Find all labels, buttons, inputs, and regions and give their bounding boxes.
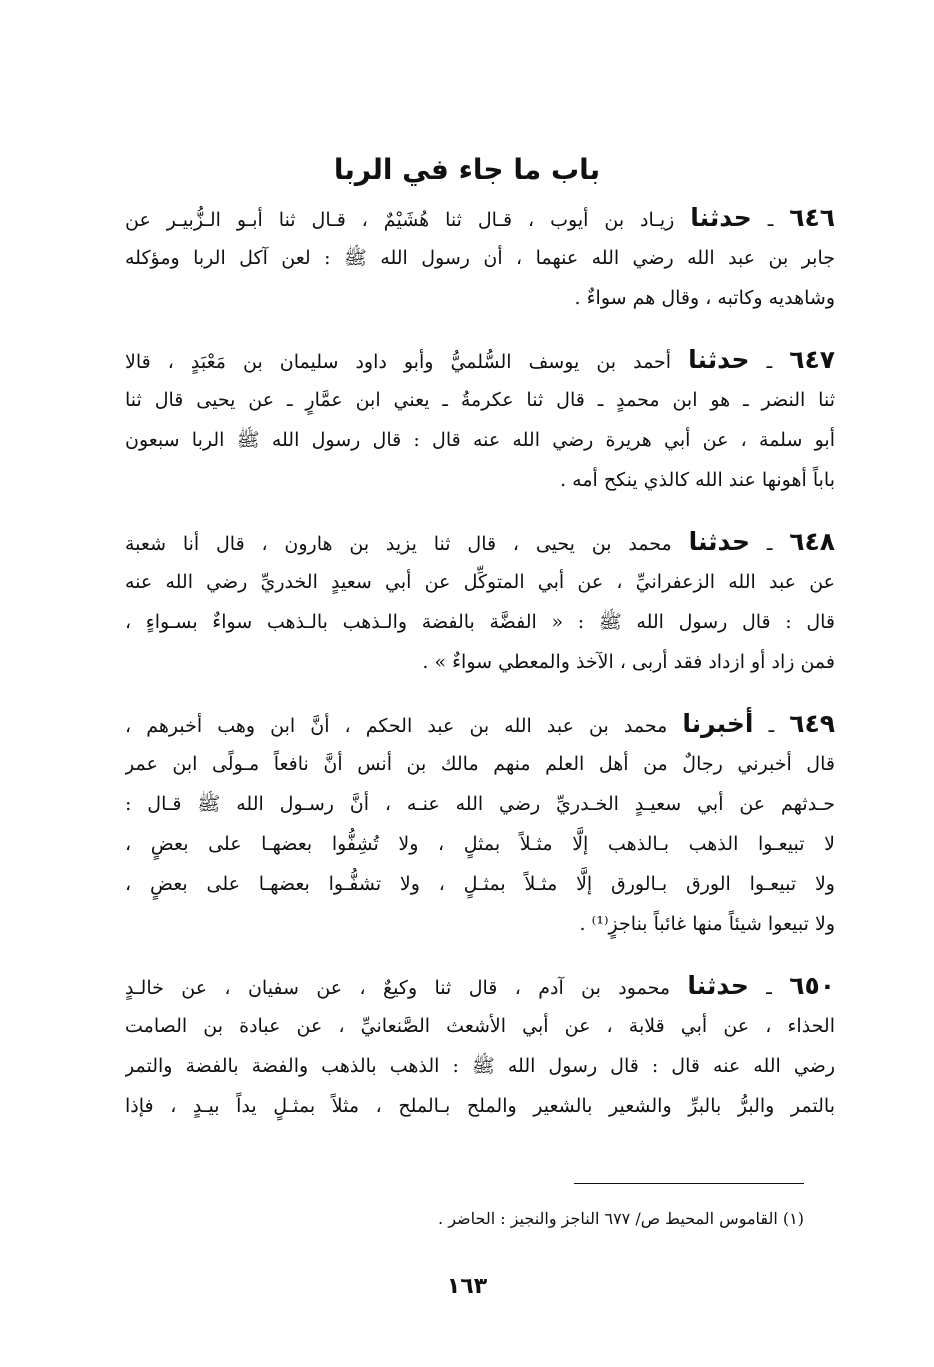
hadith-line: ٦٤٨ ـ حدثنا محمد بن يحيى ، قال ثنا يزيد بن هارون ، قال أنا شعبة <box>125 527 835 556</box>
hadith-line: ولا تبيعوا شيئاً منها غائباً بناجزٍ⁽¹⁾ . <box>579 913 835 935</box>
hadith-line: ٦٤٩ ـ أخبرنا محمد بن عبد الله بن عبد الحكم ، أنَّ ابن وهب أخبرهم ، <box>125 709 835 738</box>
hadith-line: بالتمر والبرُّ بالبرِّ والشعير بالشعير والملح بـالملح ، مثلاً بمثـلٍ يداً بيـدٍ ، فإذا <box>125 1095 835 1117</box>
hadith-line: أبو سلمة ، عن أبي هريرة رضي الله عنه قال : قال رسول الله ﷺ الربا سبعون <box>125 429 835 451</box>
hadith-line: رضي الله عنه قال : قال رسول الله ﷺ : الذهب بالذهب والفضة بالفضة والتمر <box>125 1055 835 1077</box>
hadith-number: ٦٥٠ <box>789 971 835 1000</box>
hadith-text: محمد بن يحيى ، قال ثنا يزيد بن هارون ، قال أنا شعبة <box>125 533 672 555</box>
hadith-line: باباً أهونها عند الله كالذي ينكح أمه . <box>560 469 835 491</box>
hadith-line: لا تبيعـوا الذهب بـالذهب إلَّا مثـلاً بمثلٍ ، ولا تُشِفُّوا بعضهـا على بعضٍ ، <box>125 833 835 855</box>
hadith-line: فمن زاد أو ازداد فقد أربى ، الآخذ والمعطي سواءٌ » . <box>422 651 835 673</box>
hadith-text: محمود بن آدم ، قال ثنا وكيعٌ ، عن سفيان ، عن خالـدٍ <box>125 977 671 999</box>
hadith-line: ولا تبيعـوا الورق بـالورق إلَّا مثـلاً بمثـلٍ ، ولا تشفُّـوا بعضهـا على بعضٍ ، <box>125 873 835 895</box>
hadith-number: ٦٤٨ <box>789 527 835 556</box>
page-number: ١٦٣ <box>446 1274 488 1299</box>
hadith-649 <box>125 704 835 944</box>
hadith-line: ٦٥٠ ـ حدثنا محمود بن آدم ، قال ثنا وكيعٌ ، عن سفيان ، عن خالـدٍ <box>125 971 835 1000</box>
hadith-number: ٦٤٧ <box>789 345 835 374</box>
hadith-line: وشاهديه وكاتبه ، وقال هم سواءٌ . <box>574 287 835 309</box>
hadith-text: أحمد بن يوسف السُّلميُّ وأبو داود سليمان بن مَعْبَدٍ ، قالا <box>125 351 672 373</box>
narration-lead: حدثنا <box>690 203 752 232</box>
narration-lead: حدثنا <box>688 345 750 374</box>
hadith-line: قال : قال رسول الله ﷺ : « الفضَّة بالفضة والـذهب بالـذهب سواءٌ بسـواءٍ ، <box>125 611 835 633</box>
hadith-line: عن عبد الله الزعفرانيِّ ، عن أبي المتوكِّل عن أبي سعيدٍ الخدريِّ رضي الله عنه <box>125 571 835 593</box>
hadith-650 <box>125 966 835 1126</box>
hadith-list <box>125 198 835 1148</box>
narration-lead: حدثنا <box>687 971 749 1000</box>
hadith-line: ٦٤٧ ـ حدثنا أحمد بن يوسف السُّلميُّ وأبو داود سليمان بن مَعْبَدٍ ، قالا <box>125 345 835 374</box>
hadith-line: جابر بن عبد الله رضي الله عنهما ، أن رسول الله ﷺ : لعن آكل الربا ومؤكله <box>125 247 835 269</box>
hadith-line: ثنا النضر ـ هو ابن محمدٍ ـ قال ثنا عكرمةُ ـ يعني ابن عمَّارٍ ـ عن يحيى قال ثنا <box>125 389 835 411</box>
footnote-divider <box>574 1183 804 1184</box>
hadith-648 <box>125 522 835 682</box>
hadith-text: محمد بن عبد الله بن عبد الحكم ، أنَّ ابن وهب أخبرهم ، <box>125 715 668 737</box>
narration-lead: أخبرنا <box>682 709 754 738</box>
hadith-number: ٦٤٩ <box>789 709 835 738</box>
hadith-line: حـدثهم عن أبي سعيـدٍ الخـدريِّ رضي الله عنـه ، أنَّ رسـول الله ﷺ قـال : <box>125 793 835 815</box>
hadith-line: ٦٤٦ ـ حدثنا زيـاد بن أيوب ، قـال ثنا هُشَيْمٌ ، قـال ثنا أبـو الـزُّبيـر عن <box>125 203 835 232</box>
narration-lead: حدثنا <box>688 527 751 556</box>
footnote: (١) القاموس المحيط ص/ ٦٧٧ الناجز والنجيز : الحاضر . <box>438 1209 804 1228</box>
hadith-line: الحذاء ، عن أبي قلابة ، عن أبي الأشعث الصَّنعانيِّ ، عن عبادة بن الصامت <box>125 1015 835 1037</box>
hadith-text: زيـاد بن أيوب ، قـال ثنا هُشَيْمٌ ، قـال ثنا أبـو الـزُّبيـر عن <box>125 209 675 231</box>
hadith-646 <box>125 198 835 318</box>
chapter-title: باب ما جاء في الربا <box>333 153 601 186</box>
hadith-647 <box>125 340 835 500</box>
hadith-line: قال أخبرني رجالٌ من أهل العلم منهم مالك بن أنس أنَّ نافعاً مـولًى ابن عمر <box>125 753 835 775</box>
hadith-number: ٦٤٦ <box>789 203 835 232</box>
